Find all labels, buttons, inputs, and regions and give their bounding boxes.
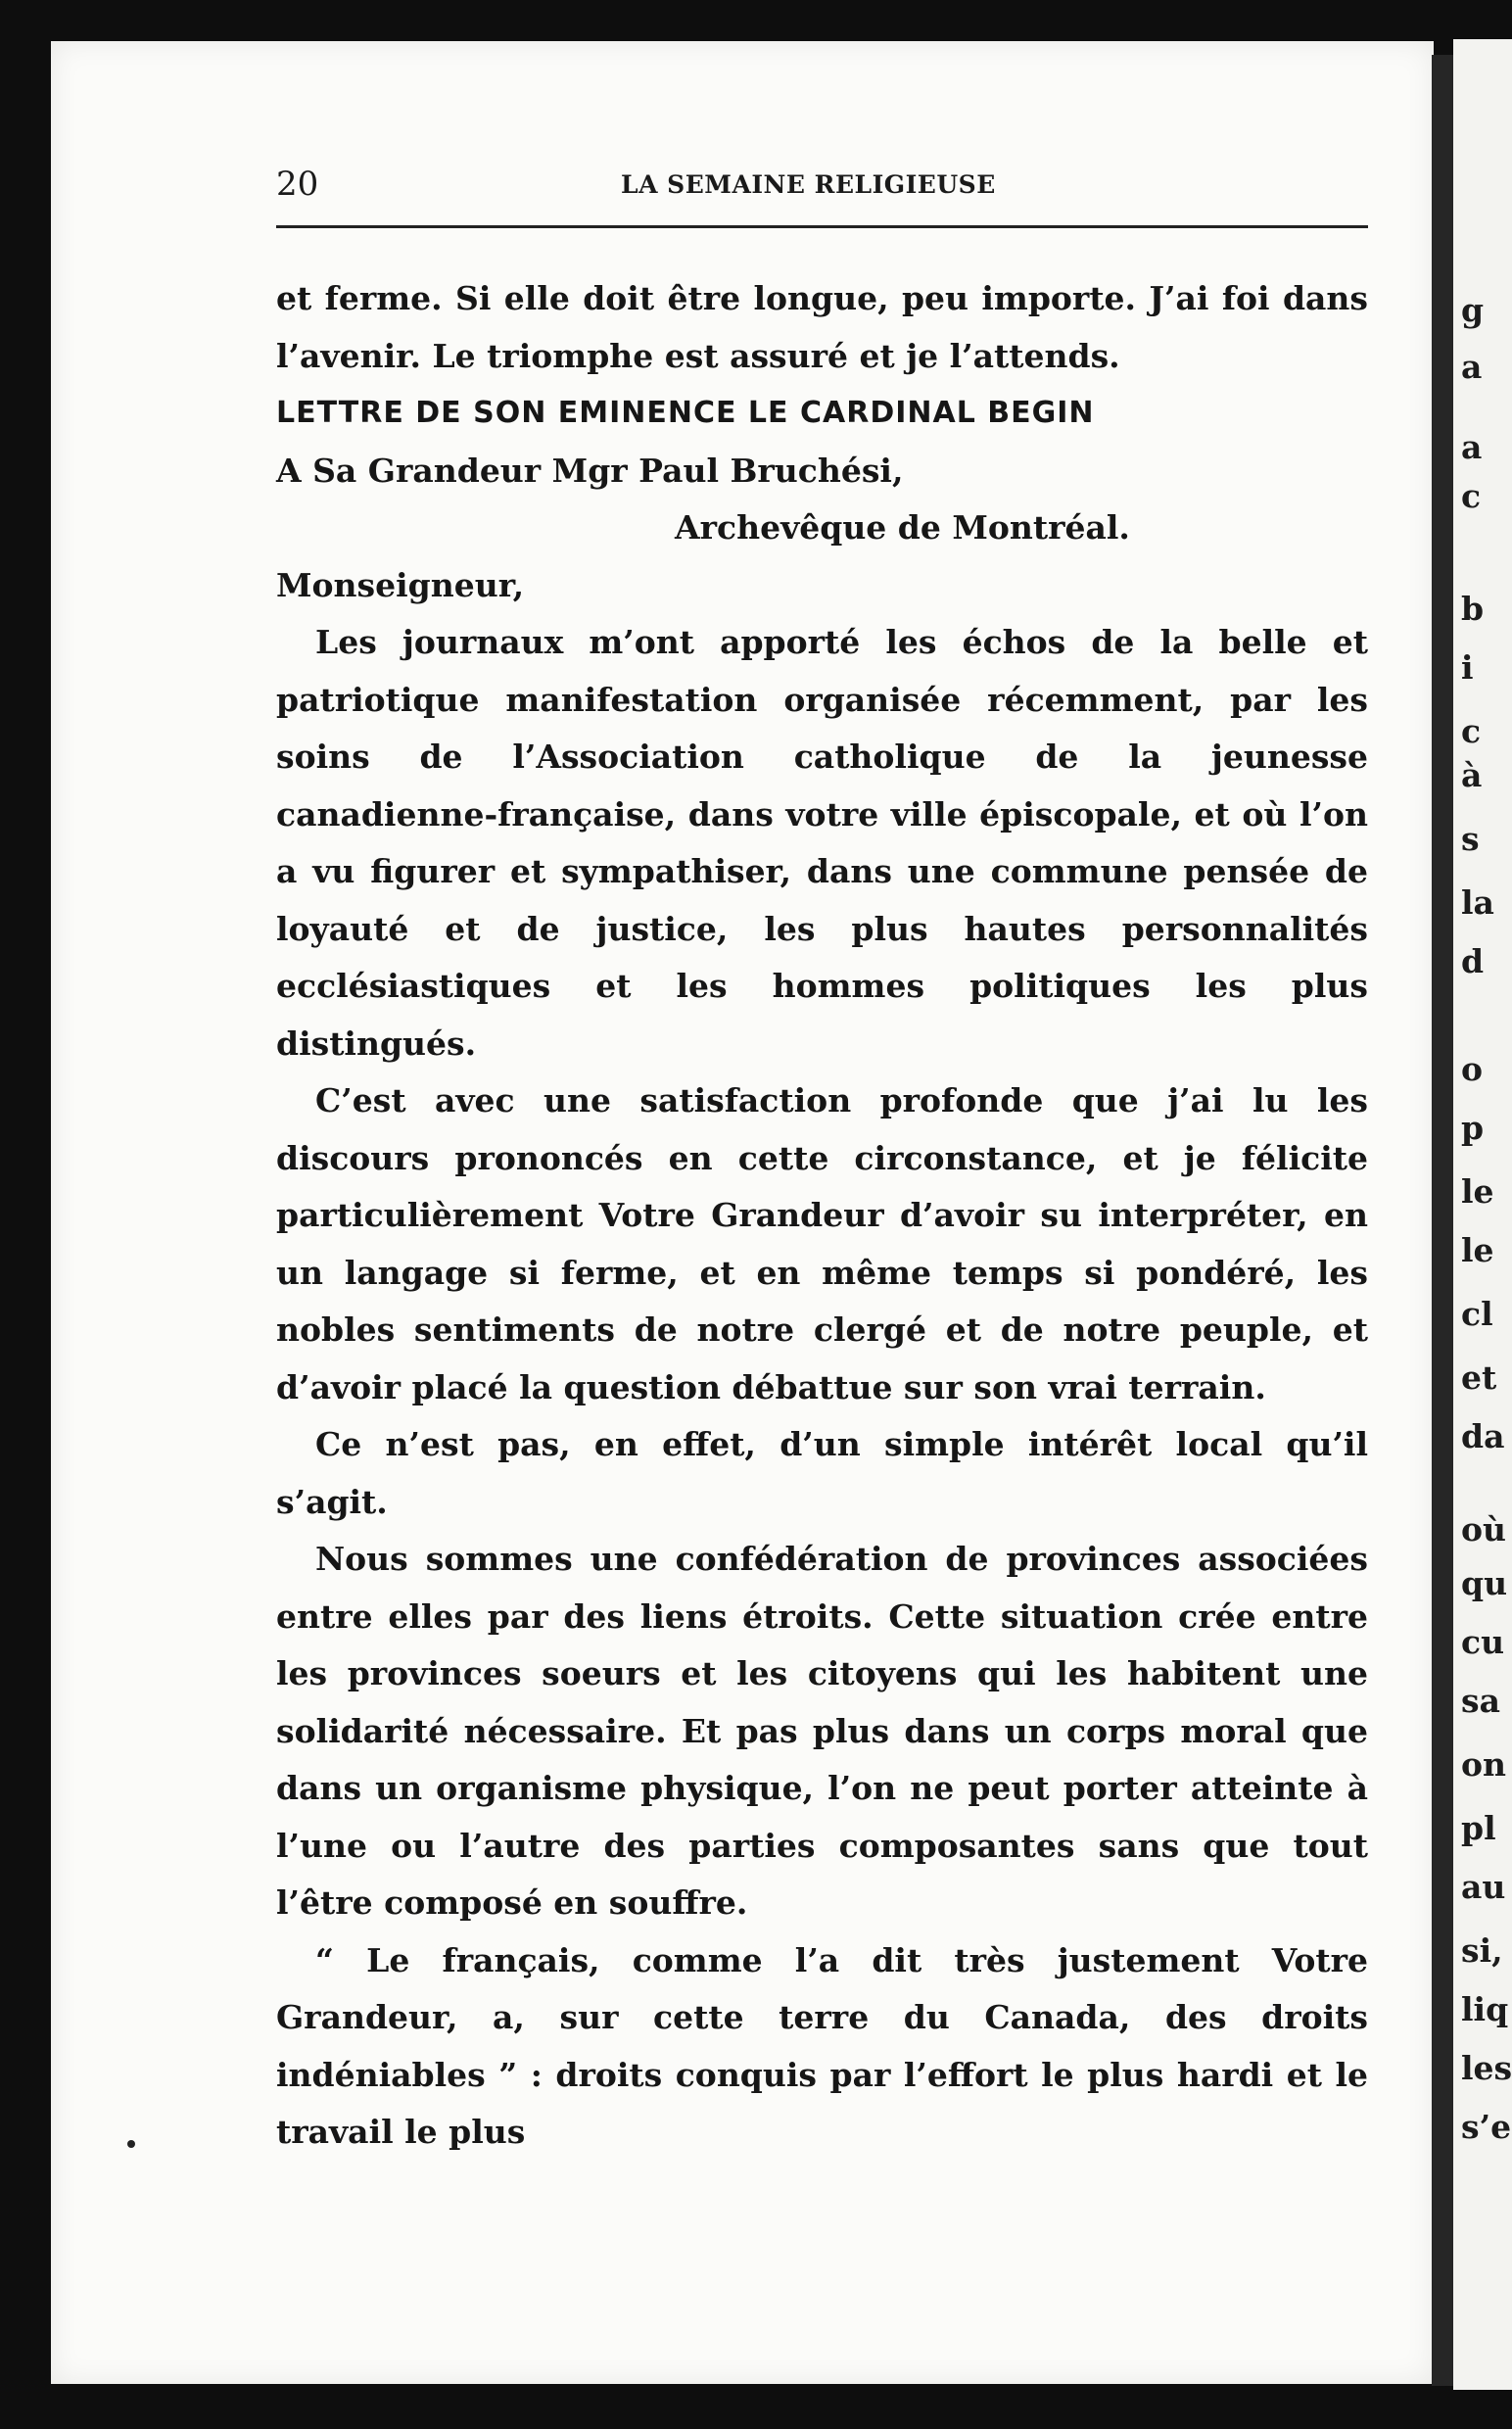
adjacent-page-text-fragment: qu	[1461, 1564, 1508, 1602]
adjacent-page-text-fragment: p	[1461, 1109, 1485, 1147]
adjacent-page-text-fragment: on	[1461, 1745, 1507, 1784]
margin-speck	[127, 2140, 135, 2148]
page-number: 20	[276, 165, 319, 204]
adjacent-page-text-fragment: pl	[1461, 1809, 1496, 1847]
recipient-line: A Sa Grandeur Mgr Paul Bruchési,	[276, 451, 904, 490]
adjacent-page-text-fragment: g	[1461, 291, 1485, 329]
adjacent-page-text-fragment: et	[1461, 1358, 1497, 1397]
adjacent-page-text-fragment: sa	[1461, 1682, 1500, 1720]
adjacent-page-text-fragment: a	[1461, 348, 1483, 386]
intro-text: et ferme. Si elle doit être longue, peu importe. J’ai foi dans l’avenir. Le triomphe est assuré et je l’attends.	[276, 279, 1368, 375]
paragraph: Nous sommes une confédération de provinces associées entre elles par des liens étroits. Cette situation crée entre les provinces soeurs et les citoyens qui les habitent une solidarité nécessaire. Et pas plus dans un corps moral que dans un organisme physique, l’on ne peut porter atteinte à l’une ou l’autre des parties composantes sans que tout l’être composé en souffre.	[276, 1540, 1368, 1922]
book-spine-shadow	[1432, 55, 1453, 2386]
letter-opening: Monseigneur,	[276, 565, 525, 604]
paragraph: Ce n’est pas, en effet, d’un simple intérêt local qu’il s’agit.	[276, 1425, 1368, 1521]
adjacent-page-text-fragment: cl	[1461, 1295, 1493, 1333]
paragraph: Les journaux m’ont apporté les échos de la belle et patriotique manifestation organisée récemment, par les soins de l’Association catholique de la jeunesse canadienne-française, dans votre ville épiscopale, et où l’on a vu figurer et sympathiser, dans une commune pensée de loyauté et de justice, les plus hautes personnalités ecclésiastiques et les hommes politiques les plus distingués.	[276, 623, 1368, 1063]
adjacent-page-text-fragment: à	[1461, 756, 1483, 794]
letter-heading: LETTRE DE SON EMINENCE LE CARDINAL BEGIN	[276, 396, 1095, 430]
adjacent-page-text-fragment: liq	[1461, 1990, 1509, 2028]
page-header	[276, 165, 1368, 208]
header-rule	[276, 225, 1368, 228]
adjacent-page-text-fragment: a	[1461, 428, 1483, 466]
adjacent-page-edge	[1453, 39, 1512, 2390]
adjacent-page-text-fragment: cu	[1461, 1623, 1505, 1661]
paragraph: “ Le français, comme l’a dit très justement Votre Grandeur, a, sur cette terre du Canada, des droits indéniables ” : droits conquis par l’effort le plus hardi et le travail le plus	[276, 1940, 1368, 2151]
adjacent-page-text-fragment: i	[1461, 648, 1474, 687]
adjacent-page-text-fragment: d	[1461, 942, 1485, 980]
paragraph: C’est avec une satisfaction profonde que j’ai lu les discours prononcés en cette circonstance, et je félicite particulièrement Votre Grandeur d’avoir su interpréter, en un langage si ferme, et en même temps si pondéré, les nobles sentiments de notre clergé et de notre peuple, et d’avoir placé la question débattue sur son vrai terrain.	[276, 1081, 1368, 1406]
recipient-title-line: Archevêque de Montréal.	[675, 508, 1130, 547]
adjacent-page-text-fragment: au	[1461, 1868, 1506, 1906]
running-title: LA SEMAINE RELIGIEUSE	[621, 170, 996, 199]
adjacent-page-text-fragment: da	[1461, 1417, 1505, 1455]
adjacent-page-text-fragment: la	[1461, 883, 1494, 922]
adjacent-page-text-fragment: c	[1461, 477, 1482, 515]
adjacent-page-text-fragment: le	[1461, 1172, 1494, 1211]
adjacent-page-text-fragment: le	[1461, 1231, 1494, 1269]
adjacent-page-text-fragment: c	[1461, 712, 1482, 750]
adjacent-page-text-fragment: si,	[1461, 1931, 1503, 1970]
adjacent-page-text-fragment: les	[1461, 2049, 1512, 2087]
adjacent-page-text-fragment: s	[1461, 820, 1480, 858]
adjacent-page-text-fragment: o	[1461, 1050, 1484, 1088]
adjacent-page-text-fragment: où	[1461, 1510, 1507, 1548]
adjacent-page-text-fragment: s’e	[1461, 2108, 1512, 2146]
adjacent-page-text-fragment: b	[1461, 590, 1485, 628]
page-body	[276, 270, 1368, 2162]
